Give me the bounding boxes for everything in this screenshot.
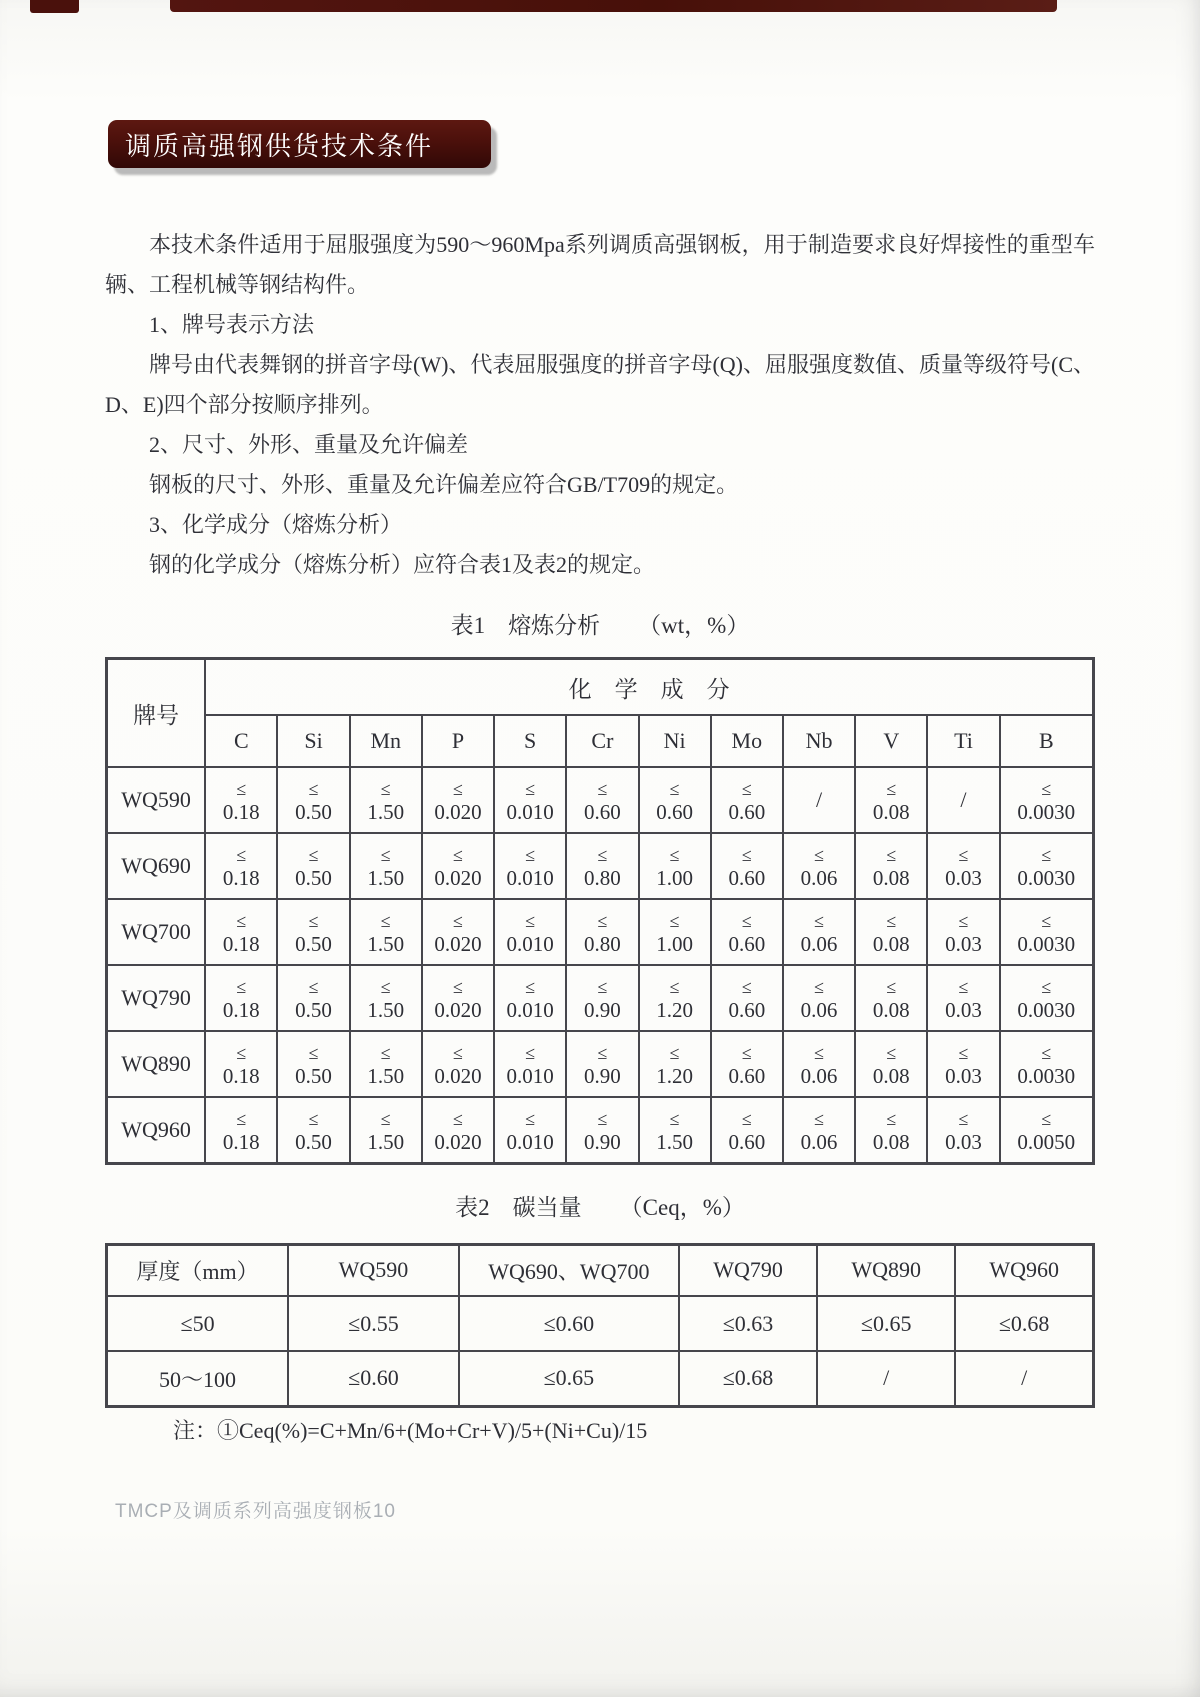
heading-item-3: 3、化学成分（熔炼分析）	[149, 512, 403, 537]
t1-value-cell: ≤ 1.50	[350, 1097, 422, 1163]
t1-value-cell: ≤ 0.020	[422, 767, 494, 833]
t1-row	[107, 899, 1094, 965]
paragraph-intro: 本技术条件适用于屈服强度为590～960Mpa系列调质高强钢板，用于制造要求良好焊接性的重型车辆、工程机械等钢结构件。	[105, 232, 1095, 297]
t1-value-cell: ≤ 1.00	[639, 833, 711, 899]
t1-value-cell: ≤ 0.90	[566, 1031, 638, 1097]
t1-value-cell: ≤ 0.18	[205, 965, 277, 1031]
t1-grade-cell: WQ590	[107, 767, 206, 833]
document-content	[105, 225, 1095, 1446]
section-banner	[108, 120, 491, 168]
t1-grade-cell: WQ690	[107, 833, 206, 899]
t1-grade-cell: WQ700	[107, 899, 206, 965]
t1-element-header: Ni	[639, 715, 711, 767]
t1-value-cell: ≤ 0.18	[205, 1031, 277, 1097]
table2-caption-text: 表2 碳当量	[455, 1194, 582, 1220]
t1-element-header: Mn	[350, 715, 422, 767]
t1-row	[107, 767, 1094, 833]
t1-value-cell: ≤ 0.03	[927, 1031, 999, 1097]
table2-footnote: 注：①Ceq(%)=C+Mn/6+(Mo+Cr+V)/5+(Ni+Cu)/15	[173, 1417, 648, 1443]
t1-value-cell: /	[927, 767, 999, 833]
t1-value-cell: ≤ 0.06	[783, 833, 855, 899]
t1-grade-cell: WQ890	[107, 1031, 206, 1097]
t1-value-cell: ≤ 0.0050	[1000, 1097, 1094, 1163]
t2-value-cell: ≤0.60	[288, 1351, 459, 1406]
t1-value-cell: ≤ 1.50	[350, 965, 422, 1031]
t1-grade-header: 牌号	[107, 659, 206, 768]
t1-row	[107, 1097, 1094, 1163]
t2-value-cell: ≤0.68	[955, 1296, 1093, 1351]
t1-value-cell: ≤ 0.08	[855, 899, 927, 965]
heading-item-2: 2、尺寸、外形、重量及允许偏差	[149, 432, 469, 457]
t2-value-cell: /	[817, 1351, 955, 1406]
table1-caption-text: 表1 熔炼分析	[450, 613, 601, 638]
t1-value-cell: ≤ 0.60	[639, 767, 711, 833]
t1-value-cell: ≤ 0.18	[205, 767, 277, 833]
t1-value-cell: ≤ 0.18	[205, 899, 277, 965]
t1-row	[107, 1031, 1094, 1097]
t1-value-cell: ≤ 0.010	[494, 1031, 566, 1097]
t1-value-cell: ≤ 0.08	[855, 833, 927, 899]
t1-value-cell: ≤ 0.010	[494, 767, 566, 833]
t1-value-cell: ≤ 0.06	[783, 965, 855, 1031]
t2-value-cell: ≤0.60	[459, 1296, 679, 1351]
t1-value-cell: ≤ 0.010	[494, 899, 566, 965]
t1-value-cell: ≤ 0.0030	[1000, 965, 1094, 1031]
t1-value-cell: ≤ 0.0030	[1000, 833, 1094, 899]
t1-value-cell: ≤ 0.06	[783, 899, 855, 965]
t1-value-cell: ≤ 0.06	[783, 1031, 855, 1097]
t1-value-cell: ≤ 0.08	[855, 1031, 927, 1097]
t1-value-cell: ≤ 0.90	[566, 1097, 638, 1163]
t1-element-header: Si	[277, 715, 349, 767]
t1-value-cell: ≤ 0.90	[566, 965, 638, 1031]
t1-element-header: Nb	[783, 715, 855, 767]
t1-value-cell: ≤ 0.80	[566, 899, 638, 965]
t2-header-cell: WQ890	[817, 1244, 955, 1296]
t1-value-cell: ≤ 0.0030	[1000, 1031, 1094, 1097]
t1-value-cell: ≤ 0.08	[855, 965, 927, 1031]
t2-header-cell: WQ590	[288, 1244, 459, 1296]
table1-caption	[105, 611, 1095, 641]
scan-artifact-bar	[170, 0, 1057, 12]
t1-value-cell: ≤ 0.020	[422, 899, 494, 965]
t2-thickness-cell: 50～100	[107, 1351, 289, 1406]
t1-element-header: B	[1000, 715, 1094, 767]
t1-value-cell: ≤ 0.08	[855, 767, 927, 833]
t1-element-header: V	[855, 715, 927, 767]
table2	[105, 1243, 1095, 1408]
t1-value-cell: ≤ 1.20	[639, 1031, 711, 1097]
t1-element-header: C	[205, 715, 277, 767]
t1-value-cell: ≤ 0.60	[711, 1097, 783, 1163]
t1-value-cell: ≤ 0.08	[855, 1097, 927, 1163]
t1-value-cell: ≤ 0.06	[783, 1097, 855, 1163]
t2-value-cell: ≤0.68	[679, 1351, 817, 1406]
t2-value-cell: ≤0.55	[288, 1296, 459, 1351]
t1-value-cell: ≤ 0.020	[422, 1031, 494, 1097]
page-footer: TMCP及调质系列高强度钢板10	[115, 1501, 396, 1522]
t1-value-cell: ≤ 0.60	[566, 767, 638, 833]
t1-value-cell: ≤ 0.60	[711, 899, 783, 965]
t2-row	[107, 1351, 1094, 1406]
t1-value-cell: ≤ 0.50	[277, 965, 349, 1031]
t1-value-cell: ≤ 1.50	[350, 899, 422, 965]
t1-value-cell: ≤ 0.03	[927, 965, 999, 1031]
t1-grade-cell: WQ960	[107, 1097, 206, 1163]
t2-header-cell: 厚度（mm）	[107, 1244, 289, 1296]
t1-element-header: S	[494, 715, 566, 767]
heading-item-1: 1、牌号表示方法	[149, 312, 315, 337]
t2-row	[107, 1296, 1094, 1351]
t1-value-cell: ≤ 1.20	[639, 965, 711, 1031]
table2-caption-unit: （Ceq，%）	[619, 1194, 745, 1220]
t1-value-cell: ≤ 1.50	[639, 1097, 711, 1163]
t1-value-cell: ≤ 0.60	[711, 833, 783, 899]
t1-value-cell: ≤ 0.18	[205, 833, 277, 899]
t2-header-cell: WQ790	[679, 1244, 817, 1296]
t1-value-cell: ≤ 0.60	[711, 767, 783, 833]
t1-value-cell: ≤ 0.18	[205, 1097, 277, 1163]
scan-artifact-small	[30, 0, 79, 13]
t1-value-cell: ≤ 1.50	[350, 1031, 422, 1097]
paragraph-grade-naming: 牌号由代表舞钢的拼音字母(W)、代表屈服强度的拼音字母(Q)、屈服强度数值、质量等级符号(C、D、E)四个部分按顺序排列。	[105, 352, 1095, 417]
t1-value-cell: ≤ 0.80	[566, 833, 638, 899]
t1-value-cell: ≤ 0.50	[277, 1097, 349, 1163]
t1-value-cell: ≤ 0.0030	[1000, 767, 1094, 833]
t1-element-header: Mo	[711, 715, 783, 767]
t1-value-cell: ≤ 0.50	[277, 767, 349, 833]
t1-value-cell: ≤ 0.03	[927, 833, 999, 899]
t2-thickness-cell: ≤50	[107, 1296, 289, 1351]
t1-element-header: P	[422, 715, 494, 767]
t1-value-cell: ≤ 0.50	[277, 1031, 349, 1097]
paragraph-chemistry: 钢的化学成分（熔炼分析）应符合表1及表2的规定。	[149, 552, 656, 577]
banner-title: 调质高强钢供货技术条件	[125, 130, 434, 161]
t1-value-cell: ≤ 0.020	[422, 833, 494, 899]
table1-caption-unit: （wt，%）	[638, 613, 750, 638]
t1-value-cell: ≤ 0.03	[927, 1097, 999, 1163]
t1-value-cell: ≤ 0.0030	[1000, 899, 1094, 965]
t1-value-cell: ≤ 0.010	[494, 1097, 566, 1163]
t1-value-cell: ≤ 0.020	[422, 1097, 494, 1163]
t1-value-cell: ≤ 0.60	[711, 965, 783, 1031]
t2-value-cell: ≤0.63	[679, 1296, 817, 1351]
t1-element-header: Ti	[927, 715, 999, 767]
t1-grade-cell: WQ790	[107, 965, 206, 1031]
t2-value-cell: ≤0.65	[459, 1351, 679, 1406]
t2-value-cell: ≤0.65	[817, 1296, 955, 1351]
t1-group-header: 化 学 成 分	[205, 659, 1093, 716]
t2-header-cell: WQ960	[955, 1244, 1093, 1296]
t2-value-cell: /	[955, 1351, 1093, 1406]
t1-value-cell: ≤ 0.010	[494, 833, 566, 899]
t1-row	[107, 833, 1094, 899]
t1-value-cell: ≤ 0.010	[494, 965, 566, 1031]
t1-value-cell: ≤ 0.020	[422, 965, 494, 1031]
t1-value-cell: ≤ 0.03	[927, 899, 999, 965]
t1-value-cell: ≤ 0.50	[277, 833, 349, 899]
t1-row	[107, 965, 1094, 1031]
table2-caption	[105, 1193, 1095, 1223]
t1-value-cell: ≤ 1.00	[639, 899, 711, 965]
t1-value-cell: /	[783, 767, 855, 833]
t1-value-cell: ≤ 0.60	[711, 1031, 783, 1097]
paragraph-dimensions: 钢板的尺寸、外形、重量及允许偏差应符合GB/T709的规定。	[149, 472, 739, 497]
t1-value-cell: ≤ 1.50	[350, 767, 422, 833]
t1-value-cell: ≤ 0.50	[277, 899, 349, 965]
t2-header-cell: WQ690、WQ700	[459, 1244, 679, 1296]
table1	[105, 657, 1095, 1165]
t1-value-cell: ≤ 1.50	[350, 833, 422, 899]
t1-element-header: Cr	[566, 715, 638, 767]
